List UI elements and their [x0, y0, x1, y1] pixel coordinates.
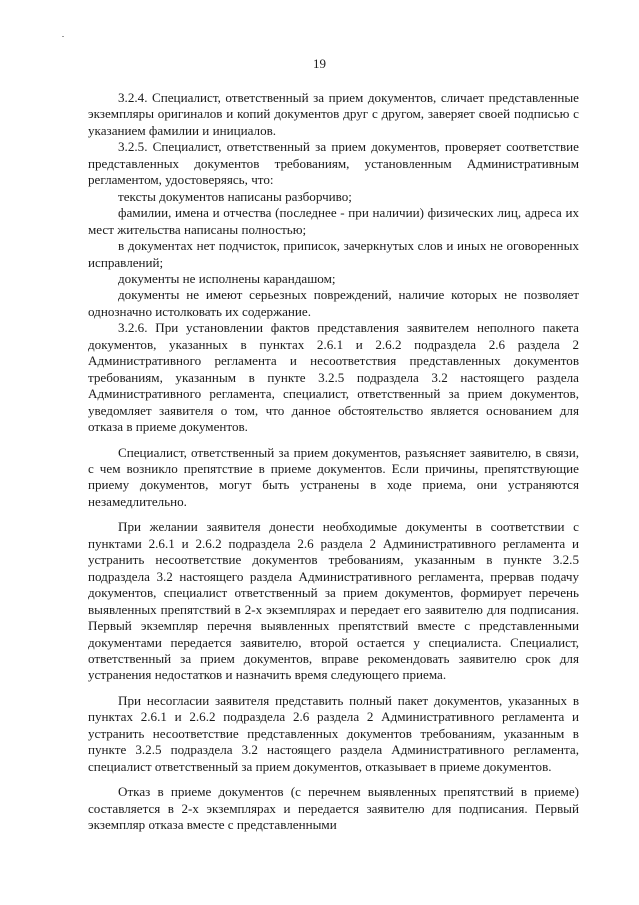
paragraph: Специалист, ответственный за прием документов, разъясняет заявителю, в связи, с чем возникло препятствие в приеме документов. Если причины, препятствующие приему документов, могут быть устранены в ходе приема, они устраняются незамедлительно. [88, 444, 579, 509]
paragraph-3-2-5: 3.2.5. Специалист, ответственный за прием документов, проверяет соответствие представленных документов требованиям, установленным Административным регламентом, удостоверяясь, что: [88, 139, 579, 188]
list-item: документы не исполнены карандашом; [118, 270, 336, 286]
paragraph-3-2-4: 3.2.4. Специалист, ответственный за прием документов, сличает представленные экземпляры оригиналов и копий документов друг с другом, заверяет своей подписью с указанием фамилии и инициалов. [88, 90, 579, 138]
page-number: 19 [313, 56, 326, 71]
paragraph: При несогласии заявителя представить полный пакет документов, указанных в пунктах 2.6.1 и 2.6.2 подраздела 2.6 раздела 2 Административного регламента и устранить несоответствие представленных документов требованиям, указанным в пункте 3.2.5 подраздела 3.2 настоящего раздела Административного регламента, специалист ответственный за прием документов, отказывает в приеме документов. [88, 692, 579, 774]
scan-speck [62, 36, 64, 37]
list-item: в документах нет подчисток, приписок, зачеркнутых слов и иных не оговоренных исправлений; [88, 238, 579, 270]
list-item: тексты документов написаны разборчиво; [118, 188, 352, 204]
list-item: документы не имеют серьезных повреждений, наличие которых не позволяет однозначно истолковать их содержание. [88, 287, 579, 319]
paragraph-3-2-6: 3.2.6. При установлении фактов представления заявителем неполного пакета документов, указанных в пунктах 2.6.1 и 2.6.2 подраздела 2.6 раздела 2 Административного регламента и несоответствия представленных документов требованиям, указанным в пункте 3.2.5 подраздела 3.2 настоящего раздела Административного регламента, специалист, ответственный за прием документов, уведомляет заявителя о том, что данное обстоятельство является основанием для отказа в приеме документов. [88, 320, 579, 435]
paragraph: Отказ в приеме документов (с перечнем выявленных препятствий в приеме) составляется в 2-х экземплярах и передается заявителю для подписания. Первый экземпляр отказа вместе с представленными [88, 784, 579, 833]
list-item: фамилии, имена и отчества (последнее - при наличии) физических лиц, адреса их мест жительства написаны полностью; [88, 205, 579, 237]
document-body [88, 90, 579, 833]
paragraph: При желании заявителя донести необходимые документы в соответствии с пунктами 2.6.1 и 2.6.2 подраздела 2.6 раздела 2 Административного регламента и устранить несоответствие документов требованиям, указанным в пункте 3.2.5 подраздела 3.2 настоящего раздела Административного регламента, прервав подачу документов, специалист ответственный за прием документов, формирует перечень выявленных препятствий в 2-х экземплярах и передает его заявителю для подписания. Первый экземпляр перечня выявленных препятствий вместе с представленными документами передается заявителю, второй остается у специалиста. Специалист, ответственный за прием документов, вправе рекомендовать заявителю срок для устранения недостатков и назначить время следующего приема. [88, 519, 579, 683]
